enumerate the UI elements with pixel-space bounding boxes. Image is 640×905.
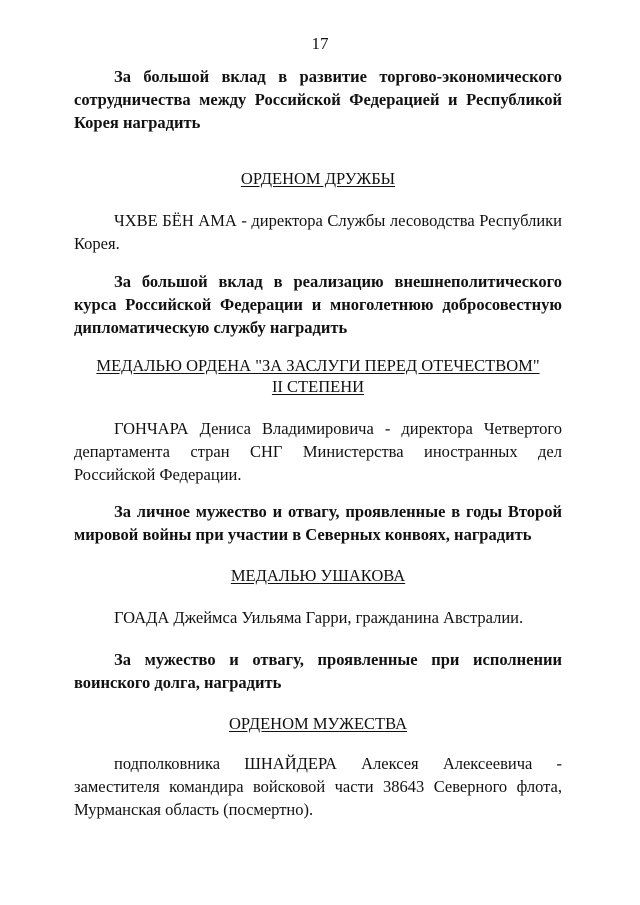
award-intro-4: За мужество и отвагу, проявленные при исполнении воинского долга, наградить [74,650,562,692]
award-heading-3 [74,565,562,586]
award-heading-1 [74,168,562,189]
recipient-4-rest: заместителя командира войсковой части 38643 Северного флота, Мурманская область (посмертно). [74,777,562,819]
award-heading-4 [74,713,562,734]
recipient-4-line1: подполковника ШНАЙДЕРА Алексея Алексеевича - [114,754,562,773]
recipient-3: ГОАДА Джеймса Уильяма Гарри, гражданина Австралии. [114,608,524,627]
recipient-4 [74,752,562,821]
award-intro-2: За большой вклад в реализацию внешнеполитического курса Российской Федерации и многолетнюю добросовестную дипломатическую службу наградить [74,272,562,337]
award-heading-line: МЕДАЛЬЮ ОРДЕНА "ЗА ЗАСЛУГИ ПЕРЕД ОТЕЧЕСТВОМ" [96,356,540,375]
page-number: 17 [311,34,329,53]
award-intro-3: За личное мужество и отвагу, проявленные в годы Второй мировой войны при участии в Северных конвоях, наградить [74,502,562,544]
award-intro-1: За большой вклад в развитие торгово-экономического сотрудничества между Российской Федерацией и Республикой Корея наградить [74,67,562,132]
award-heading-line: МЕДАЛЬЮ УШАКОВА [230,566,406,585]
recipient-2: ГОНЧАРА Дениса Владимировича - директора Четвертого департамента стран СНГ Министерства иностранных дел Российской Федерации. [74,419,562,484]
award-heading-line: ОРДЕНОМ ДРУЖБЫ [240,169,396,188]
award-heading-2 [74,355,562,397]
award-heading-line: ОРДЕНОМ МУЖЕСТВА [229,714,407,733]
recipient-1: ЧХВЕ БЁН АМА - директора Службы лесоводства Республики Корея. [74,211,562,253]
award-heading-line: II СТЕПЕНИ [271,377,365,396]
